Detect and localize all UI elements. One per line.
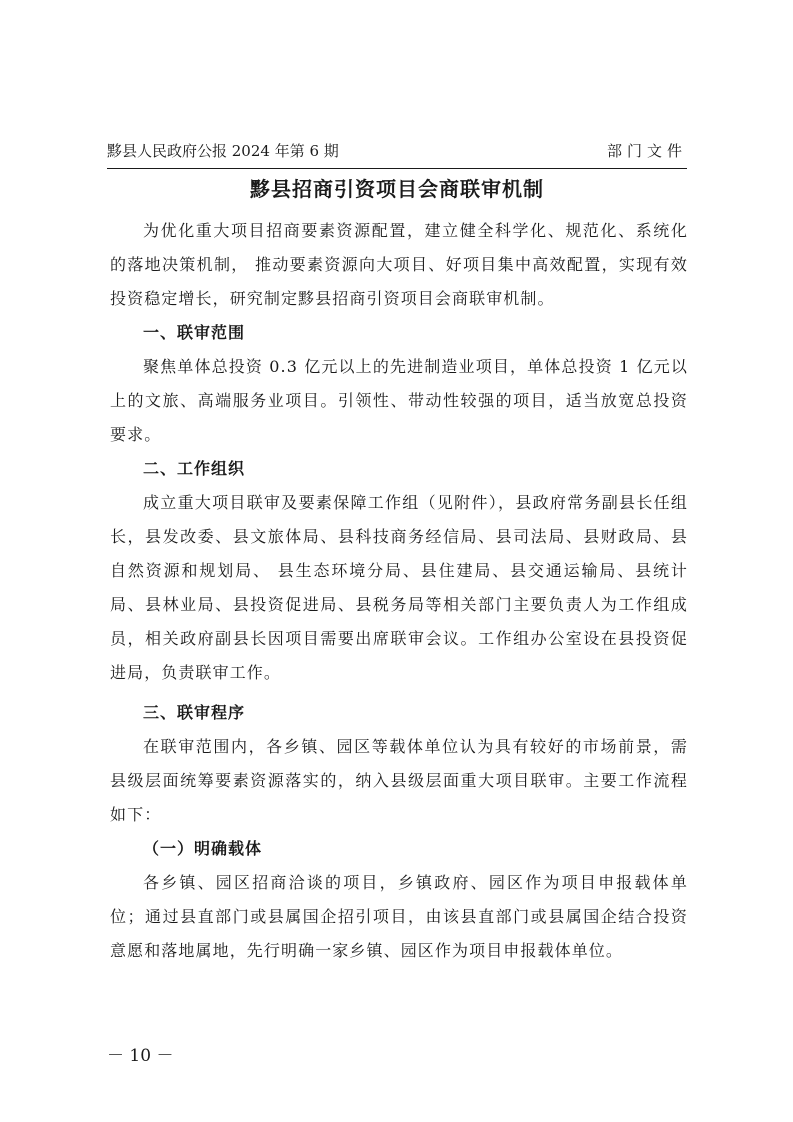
header-divider xyxy=(107,168,687,169)
page-header xyxy=(107,140,687,170)
section-body-organization: 成立重大项目联审及要素保障工作组（见附件），县政府常务副县长任组长，县发改委、县文旅体局、县科技商务经信局、县司法局、县财政局、县自然资源和规划局、 县生态环境分局、县住建局、县交通运输局、县统计局、县林业局、县投资促进局、县税务局等相关部门主要负责人为工作组成员，相关政府副县长因项目需要出席联审会议。工作组办公室设在县投资促进局，负责联审工作。 xyxy=(110,493,688,682)
bulletin-issue-label: 黟县人民政府公报 2024 年第 6 期 xyxy=(107,142,339,160)
section-body-procedure: 在联审范围内，各乡镇、园区等载体单位认为具有较好的市场前景，需县级层面统筹要素资源落实的，纳入县级层面重大项目联审。主要工作流程如下： xyxy=(110,737,688,824)
page-number: － 10 － xyxy=(107,1046,174,1066)
document-title: 黟县招商引资项目会商联审机制 xyxy=(250,177,544,201)
section-heading-organization: 二、工作组织 xyxy=(143,459,246,478)
section-heading-procedure: 三、联审程序 xyxy=(143,703,246,722)
section-heading-scope: 一、联审范围 xyxy=(143,323,246,342)
section-category-label: 部门文件 xyxy=(606,142,687,160)
subsection-heading-carrier: （一）明确载体 xyxy=(143,839,263,858)
intro-paragraph: 为优化重大项目招商要素资源配置，建立健全科学化、规范化、系统化的落地决策机制， 推动要素资源向大项目、好项目集中高效配置，实现有效投资稳定增长，研究制定黟县招商引资项目会商联审机制。 xyxy=(110,221,688,308)
section-body-scope: 聚焦单体总投资 0.3 亿元以上的先进制造业项目，单体总投资 1 亿元以上的文旅、高端服务业项目。引领性、带动性较强的项目，适当放宽总投资要求。 xyxy=(110,357,688,444)
subsection-body-carrier: 各乡镇、园区招商洽谈的项目，乡镇政府、园区作为项目申报载体单位；通过县直部门或县属国企招引项目，由该县直部门或县属国企结合投资意愿和落地属地，先行明确一家乡镇、园区作为项目申报载体单位。 xyxy=(110,873,688,960)
